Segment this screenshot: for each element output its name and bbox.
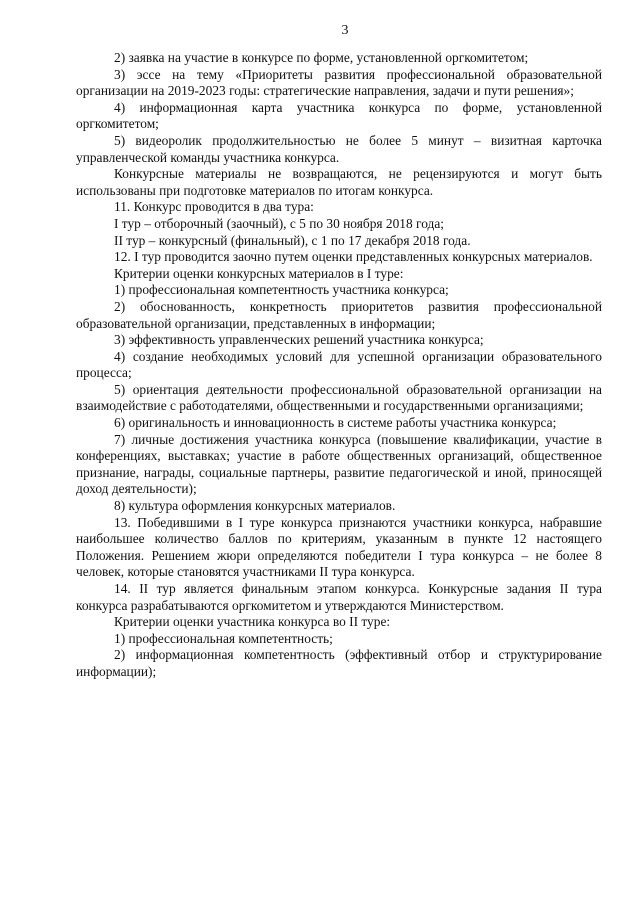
paragraph: II тур – конкурсный (финальный), с 1 по 17 декабря 2018 года. <box>114 232 471 248</box>
paragraph: 1) профессиональная компетентность участника конкурса; <box>114 282 449 298</box>
paragraph: 7) личные достижения участника конкурса (повышение квалификации, участие в конференциях, выставках; участие в работе общественных организаций, общественное признание, награды, социальные партнеры, развитие педагогической и иной, приносящей доход деятельности); <box>76 431 602 497</box>
page-number: 3 <box>341 23 349 38</box>
paragraph: 4) создание необходимых условий для успешной организации образовательного процесса; <box>76 348 602 381</box>
paragraph: I тур – отборочный (заочный), с 5 по 30 ноября 2018 года; <box>114 215 444 231</box>
document-body <box>76 50 602 681</box>
paragraph: 6) оригинальность и инновационность в системе работы участника конкурса; <box>114 415 557 431</box>
paragraph: Критерии оценки участника конкурса во II туре: <box>114 614 391 630</box>
paragraph: 11. Конкурс проводится в два тура: <box>114 199 314 215</box>
paragraph: 1) профессиональная компетентность; <box>114 630 333 646</box>
paragraph: 14. II тур является финальным этапом конкурса. Конкурсные задания II тура конкурса разрабатываются оргкомитетом и утверждаются Министерством. <box>76 581 602 613</box>
paragraph: 3) эффективность управленческих решений участника конкурса; <box>114 332 484 348</box>
paragraph: 5) видеоролик продолжительностью не более 5 минут – визитная карточка управленческой команды участника конкурса. <box>76 132 602 165</box>
paragraph: 2) информационная компетентность (эффективный отбор и структурирование информации); <box>76 647 602 679</box>
paragraph: 4) информационная карта участника конкурса по форме, установленной оргкомитетом; <box>76 99 602 132</box>
paragraph: Критерии оценки конкурсных материалов в I туре: <box>114 265 404 281</box>
paragraph: 12. I тур проводится заочно путем оценки представленных конкурсных материалов. <box>114 249 593 265</box>
paragraph: 5) ориентация деятельности профессиональной образовательной организации на взаимодействие с работодателями, общественными и государственными организациями; <box>76 381 602 414</box>
paragraph: 8) культура оформления конкурсных материалов. <box>114 498 396 514</box>
paragraph: 2) заявка на участие в конкурсе по форме, установленной оргкомитетом; <box>114 50 529 65</box>
paragraph: 13. Победившими в I туре конкурса признаются участники конкурса, набравшие наибольшее количество баллов по критериям, указанным в пункте 12 настоящего Положения. Решением жюри определяются победители I тура конкурса – не более 8 человек, которые становятся участниками II тура конкурса. <box>76 514 602 580</box>
paragraph: 3) эссе на тему «Приоритеты развития профессиональной образовательной организации на 2019-2023 годы: стратегические направления, задачи и пути решения»; <box>76 66 602 99</box>
paragraph: 2) обоснованность, конкретность приоритетов развития профессиональной образовательной организации, представленных в информации; <box>76 298 602 331</box>
paragraph: Конкурсные материалы не возвращаются, не рецензируются и могут быть использованы при подготовке материалов по итогам конкурса. <box>76 166 602 198</box>
